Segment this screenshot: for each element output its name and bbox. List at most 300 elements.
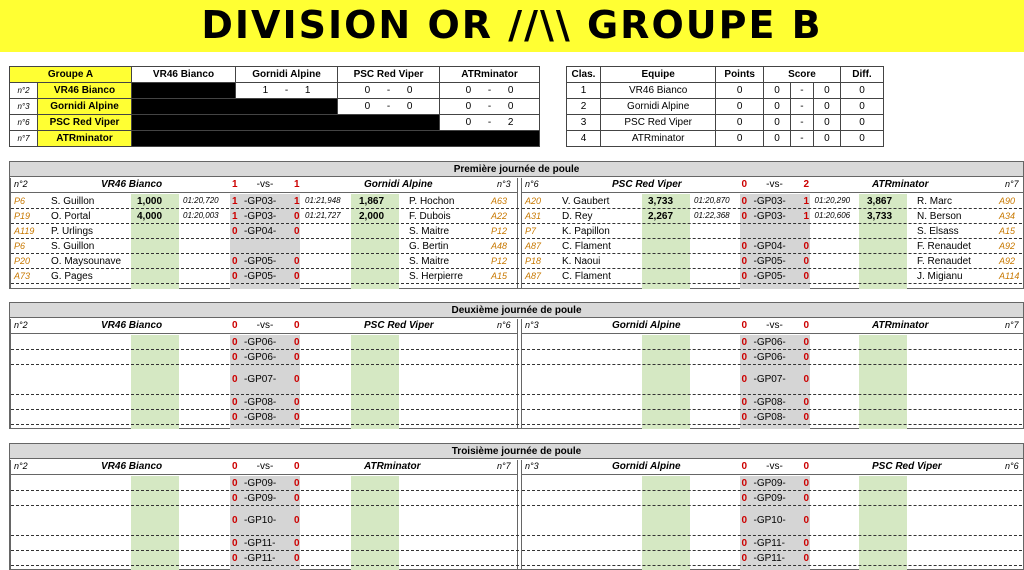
team-name: VR46 Bianco	[600, 83, 715, 99]
right-race-score: 1	[294, 196, 300, 207]
left-team-number: n°3	[525, 461, 539, 471]
left-seed: P19	[14, 211, 31, 221]
score-for: 0	[763, 115, 790, 131]
match-header	[11, 178, 517, 193]
col-header: VR46 Bianco	[132, 67, 236, 83]
left-race-score: 0	[741, 553, 748, 564]
col-header: Gornidi Alpine	[236, 67, 338, 83]
team-number: n°3	[10, 99, 38, 115]
match-row	[11, 209, 519, 224]
match-row	[522, 410, 1024, 425]
right-points: 3,867	[867, 196, 893, 207]
left-race-score: 0	[232, 538, 238, 549]
grand-prix-label: -GP05-	[244, 256, 277, 267]
left-seed: P6	[14, 196, 26, 206]
score-against: 0	[813, 83, 840, 99]
match-row	[11, 335, 519, 350]
versus-label: -vs-	[766, 461, 783, 472]
left-race-score: 0	[741, 271, 748, 282]
right-driver-name: S. Elsass	[917, 226, 959, 237]
col-header: PSC Red Viper	[338, 67, 440, 83]
grand-prix-label: -GP11-	[244, 553, 276, 564]
right-race-score: 0	[294, 226, 300, 237]
right-lap-time: 01:21,727	[305, 211, 341, 220]
standings-row	[567, 83, 884, 99]
left-seed: P6	[14, 241, 26, 251]
left-race-score: 0	[232, 397, 238, 408]
grand-prix-label: -GP08-	[244, 412, 277, 423]
right-lap-time: 01:20,290	[814, 196, 851, 205]
diff: 0	[840, 83, 883, 99]
right-seed: P12	[491, 226, 508, 236]
section-title: Troisième journée de poule	[10, 444, 1023, 459]
right-driver-name: F. Renaudet	[917, 241, 971, 252]
left-team-score: 0	[741, 320, 748, 331]
right-seed: A15	[999, 226, 1016, 236]
right-team-name: ATRminator	[364, 461, 421, 472]
right-team-number: n°6	[497, 320, 511, 330]
match-row	[11, 239, 519, 254]
match-header	[522, 460, 1024, 475]
left-seed: A119	[14, 226, 35, 236]
match-row	[11, 551, 519, 566]
match-row	[522, 551, 1024, 566]
left-seed: A87	[525, 241, 542, 251]
grand-prix-label: -GP08-	[244, 397, 277, 408]
left-points: 3,733	[648, 196, 674, 207]
grand-prix-label: -GP10-	[753, 515, 786, 526]
title-banner	[0, 0, 1024, 52]
versus-label: -vs-	[256, 461, 274, 472]
left-race-score: 0	[232, 352, 238, 363]
right-driver-name: P. Hochon	[409, 196, 455, 207]
match-row	[11, 476, 519, 491]
right-team-number: n°7	[497, 461, 511, 471]
right-race-score: 0	[803, 352, 810, 363]
left-team-name: Gornidi Alpine	[612, 461, 681, 472]
match-row	[522, 335, 1024, 350]
right-team-number: n°6	[1005, 461, 1019, 471]
score-against: 0	[813, 99, 840, 115]
left-race-score: 1	[232, 196, 238, 207]
right-race-score: 0	[803, 397, 810, 408]
left-points: 1,000	[137, 196, 163, 207]
match-row	[522, 254, 1024, 269]
points: 0	[716, 83, 764, 99]
team-name: ATRminator	[600, 131, 715, 147]
right-team-number: n°7	[1005, 320, 1019, 330]
left-race-score: 0	[741, 515, 748, 526]
grand-prix-label: -GP05-	[244, 271, 277, 282]
score-sep: -	[791, 131, 814, 147]
match-block	[521, 178, 1024, 289]
left-driver-name: S. Guillon	[51, 241, 95, 252]
group-corner: Groupe A	[10, 67, 132, 83]
left-team-score: 1	[232, 179, 238, 190]
rank: 2	[567, 99, 601, 115]
left-race-score: 0	[232, 256, 238, 267]
section-title: Deuxième journée de poule	[10, 303, 1023, 318]
score-against: 0	[813, 115, 840, 131]
standings-row	[567, 115, 884, 131]
section-title: Première journée de poule	[10, 162, 1023, 177]
match-header	[11, 460, 517, 475]
right-seed: A114	[999, 271, 1020, 281]
right-race-score: 0	[803, 271, 810, 282]
versus-label: -vs-	[256, 179, 274, 190]
right-driver-name: S. Herpierre	[409, 271, 463, 282]
grand-prix-label: -GP08-	[753, 397, 786, 408]
right-driver-name: S. Maitre	[409, 256, 450, 267]
left-driver-name: C. Flament	[562, 271, 611, 282]
page-title: DIVISION OR //\\ GROUPE B	[201, 3, 823, 47]
col-header: Clas.	[567, 67, 601, 83]
left-race-score: 0	[232, 271, 238, 282]
team-name: Gornidi Alpine	[38, 99, 132, 115]
diff: 0	[840, 115, 883, 131]
left-driver-name: O. Portal	[51, 211, 91, 222]
team-number: n°7	[10, 131, 38, 147]
team-number: n°6	[10, 115, 38, 131]
match-row	[522, 209, 1024, 224]
left-driver-name: K. Naoui	[562, 256, 601, 267]
grand-prix-label: -GP07-	[753, 374, 786, 385]
left-race-score: 0	[232, 553, 238, 564]
grand-prix-label: -GP11-	[753, 553, 785, 564]
right-race-score: 0	[294, 256, 300, 267]
match-block	[10, 319, 518, 429]
match-block	[521, 460, 1024, 570]
left-lap-time: 01:20,003	[183, 211, 219, 220]
team-name: Gornidi Alpine	[600, 99, 715, 115]
score-for: 0	[763, 131, 790, 147]
left-points: 4,000	[137, 211, 163, 222]
left-driver-name: O. Maysounave	[51, 256, 122, 267]
left-race-score: 0	[741, 196, 748, 207]
match-row	[522, 269, 1024, 284]
grand-prix-label: -GP09-	[244, 478, 277, 489]
result-cell: 0 - 0	[440, 99, 540, 115]
left-driver-name: C. Flament	[562, 241, 611, 252]
right-race-score: 0	[294, 553, 300, 564]
match-block	[521, 319, 1024, 429]
left-race-score: 0	[741, 493, 748, 504]
match-row	[11, 395, 519, 410]
grand-prix-label: -GP09-	[753, 493, 786, 504]
grand-prix-label: -GP03-	[244, 196, 277, 207]
col-header: Equipe	[600, 67, 715, 83]
match-row	[11, 506, 519, 536]
left-race-score: 0	[741, 538, 748, 549]
match-row	[11, 269, 519, 284]
right-race-score: 0	[294, 374, 300, 385]
diff: 0	[840, 99, 883, 115]
right-race-score: 0	[294, 352, 300, 363]
right-team-score: 0	[294, 320, 300, 331]
right-seed: A92	[999, 241, 1016, 251]
grand-prix-label: -GP04-	[753, 241, 786, 252]
match-block	[10, 178, 518, 289]
col-header: Diff.	[840, 67, 883, 83]
rank: 3	[567, 115, 601, 131]
points: 0	[716, 115, 764, 131]
right-race-score: 0	[803, 256, 810, 267]
blank-cell	[132, 131, 540, 147]
right-race-score: 0	[803, 374, 810, 385]
left-race-score: 0	[232, 478, 238, 489]
left-team-number: n°2	[14, 461, 28, 471]
left-driver-name: K. Papillon	[562, 226, 610, 237]
grand-prix-label: -GP09-	[753, 478, 786, 489]
left-lap-time: 01:20,720	[183, 196, 219, 205]
grand-prix-label: -GP06-	[753, 337, 786, 348]
left-race-score: 0	[232, 337, 238, 348]
points: 0	[716, 99, 764, 115]
right-race-score: 0	[803, 412, 810, 423]
grand-prix-label: -GP09-	[244, 493, 277, 504]
left-driver-name: G. Pages	[51, 271, 93, 282]
right-seed: A92	[999, 256, 1016, 266]
right-team-number: n°3	[497, 179, 511, 189]
grand-prix-label: -GP03-	[753, 196, 786, 207]
left-driver-name: S. Guillon	[51, 196, 95, 207]
right-seed: A90	[999, 196, 1016, 206]
standings-row	[567, 99, 884, 115]
left-race-score: 0	[232, 412, 238, 423]
result-cell: 0 - 0	[440, 83, 540, 99]
diff: 0	[840, 131, 883, 147]
right-race-score: 0	[294, 478, 300, 489]
match-row	[522, 395, 1024, 410]
team-name: PSC Red Viper	[38, 115, 132, 131]
right-points: 3,733	[867, 211, 893, 222]
right-race-score: 0	[294, 493, 300, 504]
left-team-score: 0	[741, 179, 748, 190]
right-points: 1,867	[359, 196, 385, 207]
match-row	[522, 365, 1024, 395]
left-points: 2,267	[648, 211, 674, 222]
left-race-score: 0	[741, 256, 748, 267]
right-team-name: ATRminator	[872, 320, 929, 331]
team-name: ATRminator	[38, 131, 132, 147]
score-sep: -	[791, 115, 814, 131]
right-seed: A22	[491, 211, 508, 221]
match-row	[522, 506, 1024, 536]
left-race-score: 0	[232, 226, 238, 237]
match-row	[11, 194, 519, 209]
match-row	[11, 254, 519, 269]
journee-section	[9, 443, 1024, 570]
left-lap-time: 01:20,870	[694, 196, 730, 205]
col-header: Score	[763, 67, 840, 83]
result-cell: 0 - 0	[338, 99, 440, 115]
team-number: n°2	[10, 83, 38, 99]
left-race-score: 0	[232, 374, 238, 385]
match-header	[11, 319, 517, 334]
col-header: ATRminator	[440, 67, 540, 83]
result-cell: 0 - 2	[440, 115, 540, 131]
right-seed: A63	[491, 196, 508, 206]
left-race-score: 1	[232, 211, 238, 222]
right-driver-name: S. Maitre	[409, 226, 450, 237]
left-seed: A31	[525, 211, 542, 221]
right-team-score: 0	[294, 461, 300, 472]
grand-prix-label: -GP11-	[244, 538, 276, 549]
versus-label: -vs-	[766, 320, 783, 331]
left-race-score: 0	[741, 397, 748, 408]
match-header	[522, 319, 1024, 334]
versus-label: -vs-	[766, 179, 783, 190]
left-race-score: 0	[232, 515, 238, 526]
left-team-name: VR46 Bianco	[101, 179, 163, 190]
right-race-score: 0	[803, 493, 810, 504]
left-driver-name: D. Rey	[562, 211, 593, 222]
blank-cell	[132, 99, 338, 115]
left-team-name: PSC Red Viper	[612, 179, 682, 190]
match-block	[10, 460, 518, 570]
grand-prix-label: -GP06-	[244, 352, 277, 363]
left-team-name: VR46 Bianco	[101, 320, 163, 331]
right-team-score: 1	[294, 179, 300, 190]
right-race-score: 0	[294, 515, 300, 526]
left-team-number: n°6	[525, 179, 539, 189]
match-row	[522, 536, 1024, 551]
left-driver-name: P. Urlings	[51, 226, 94, 237]
left-race-score: 0	[741, 374, 748, 385]
left-race-score: 0	[741, 412, 748, 423]
grand-prix-label: -GP05-	[753, 271, 786, 282]
left-team-name: VR46 Bianco	[101, 461, 163, 472]
left-race-score: 0	[741, 337, 748, 348]
match-row	[11, 365, 519, 395]
match-row	[11, 410, 519, 425]
match-row	[522, 224, 1024, 239]
left-seed: A20	[525, 196, 542, 206]
right-team-name: Gornidi Alpine	[364, 179, 433, 190]
right-team-score: 0	[803, 461, 810, 472]
grand-prix-label: -GP05-	[753, 256, 786, 267]
score-sep: -	[791, 83, 814, 99]
grand-prix-label: -GP07-	[244, 374, 277, 385]
left-seed: P20	[14, 256, 31, 266]
left-team-name: Gornidi Alpine	[612, 320, 681, 331]
left-seed: A73	[14, 271, 31, 281]
group-cross-table	[9, 66, 540, 147]
versus-label: -vs-	[256, 320, 274, 331]
right-team-name: PSC Red Viper	[872, 461, 942, 472]
journee-section	[9, 302, 1024, 429]
points: 0	[716, 131, 764, 147]
right-seed: A48	[491, 241, 508, 251]
left-team-number: n°2	[14, 179, 28, 189]
match-row	[522, 491, 1024, 506]
left-race-score: 0	[232, 493, 238, 504]
left-team-score: 0	[741, 461, 748, 472]
right-race-score: 0	[803, 515, 810, 526]
result-cell: 1 - 1	[236, 83, 338, 99]
result-cell: 0 - 0	[338, 83, 440, 99]
right-seed: P12	[491, 256, 508, 266]
right-race-score: 0	[294, 412, 300, 423]
team-name: PSC Red Viper	[600, 115, 715, 131]
right-race-score: 0	[803, 478, 810, 489]
right-driver-name: J. Migianu	[917, 271, 963, 282]
grand-prix-label: -GP03-	[244, 211, 277, 222]
match-row	[11, 536, 519, 551]
right-race-score: 0	[803, 241, 810, 252]
right-team-name: PSC Red Viper	[364, 320, 434, 331]
right-race-score: 0	[294, 337, 300, 348]
right-race-score: 0	[294, 538, 300, 549]
match-header	[522, 178, 1024, 193]
right-driver-name: G. Bertin	[409, 241, 449, 252]
match-row	[11, 350, 519, 365]
grand-prix-label: -GP03-	[753, 211, 786, 222]
right-driver-name: N. Berson	[917, 211, 962, 222]
right-team-number: n°7	[1005, 179, 1019, 189]
right-seed: A34	[999, 211, 1016, 221]
right-race-score: 0	[803, 538, 810, 549]
right-lap-time: 01:20,606	[814, 211, 851, 220]
left-seed: A87	[525, 271, 542, 281]
team-name: VR46 Bianco	[38, 83, 132, 99]
standings-table	[566, 66, 884, 147]
grand-prix-label: -GP08-	[753, 412, 786, 423]
grand-prix-label: -GP10-	[244, 515, 277, 526]
left-race-score: 0	[741, 352, 748, 363]
right-lap-time: 01:21,948	[305, 196, 341, 205]
score-against: 0	[813, 131, 840, 147]
rank: 1	[567, 83, 601, 99]
standings-row	[567, 131, 884, 147]
match-row	[522, 194, 1024, 209]
right-driver-name: R. Marc	[917, 196, 952, 207]
score-for: 0	[763, 83, 790, 99]
blank-cell	[132, 83, 236, 99]
right-race-score: 0	[294, 397, 300, 408]
grand-prix-label: -GP06-	[753, 352, 786, 363]
left-team-number: n°2	[14, 320, 28, 330]
right-driver-name: F. Renaudet	[917, 256, 971, 267]
left-team-score: 0	[232, 461, 238, 472]
left-driver-name: V. Gaubert	[562, 196, 610, 207]
right-race-score: 0	[803, 553, 810, 564]
left-team-score: 0	[232, 320, 238, 331]
right-race-score: 1	[803, 211, 810, 222]
score-sep: -	[791, 99, 814, 115]
left-team-number: n°3	[525, 320, 539, 330]
journee-section	[9, 161, 1024, 289]
grand-prix-label: -GP04-	[244, 226, 277, 237]
left-seed: P18	[525, 256, 542, 266]
left-lap-time: 01:22,368	[694, 211, 730, 220]
left-race-score: 0	[741, 478, 748, 489]
right-race-score: 0	[803, 337, 810, 348]
match-row	[11, 491, 519, 506]
blank-cell	[132, 115, 440, 131]
left-race-score: 0	[741, 241, 748, 252]
left-seed: P7	[525, 226, 537, 236]
grand-prix-label: -GP11-	[753, 538, 785, 549]
score-for: 0	[763, 99, 790, 115]
right-driver-name: F. Dubois	[409, 211, 451, 222]
col-header: Points	[716, 67, 764, 83]
right-race-score: 0	[294, 211, 300, 222]
match-row	[11, 224, 519, 239]
match-row	[522, 239, 1024, 254]
grand-prix-label: -GP06-	[244, 337, 277, 348]
match-row	[522, 350, 1024, 365]
